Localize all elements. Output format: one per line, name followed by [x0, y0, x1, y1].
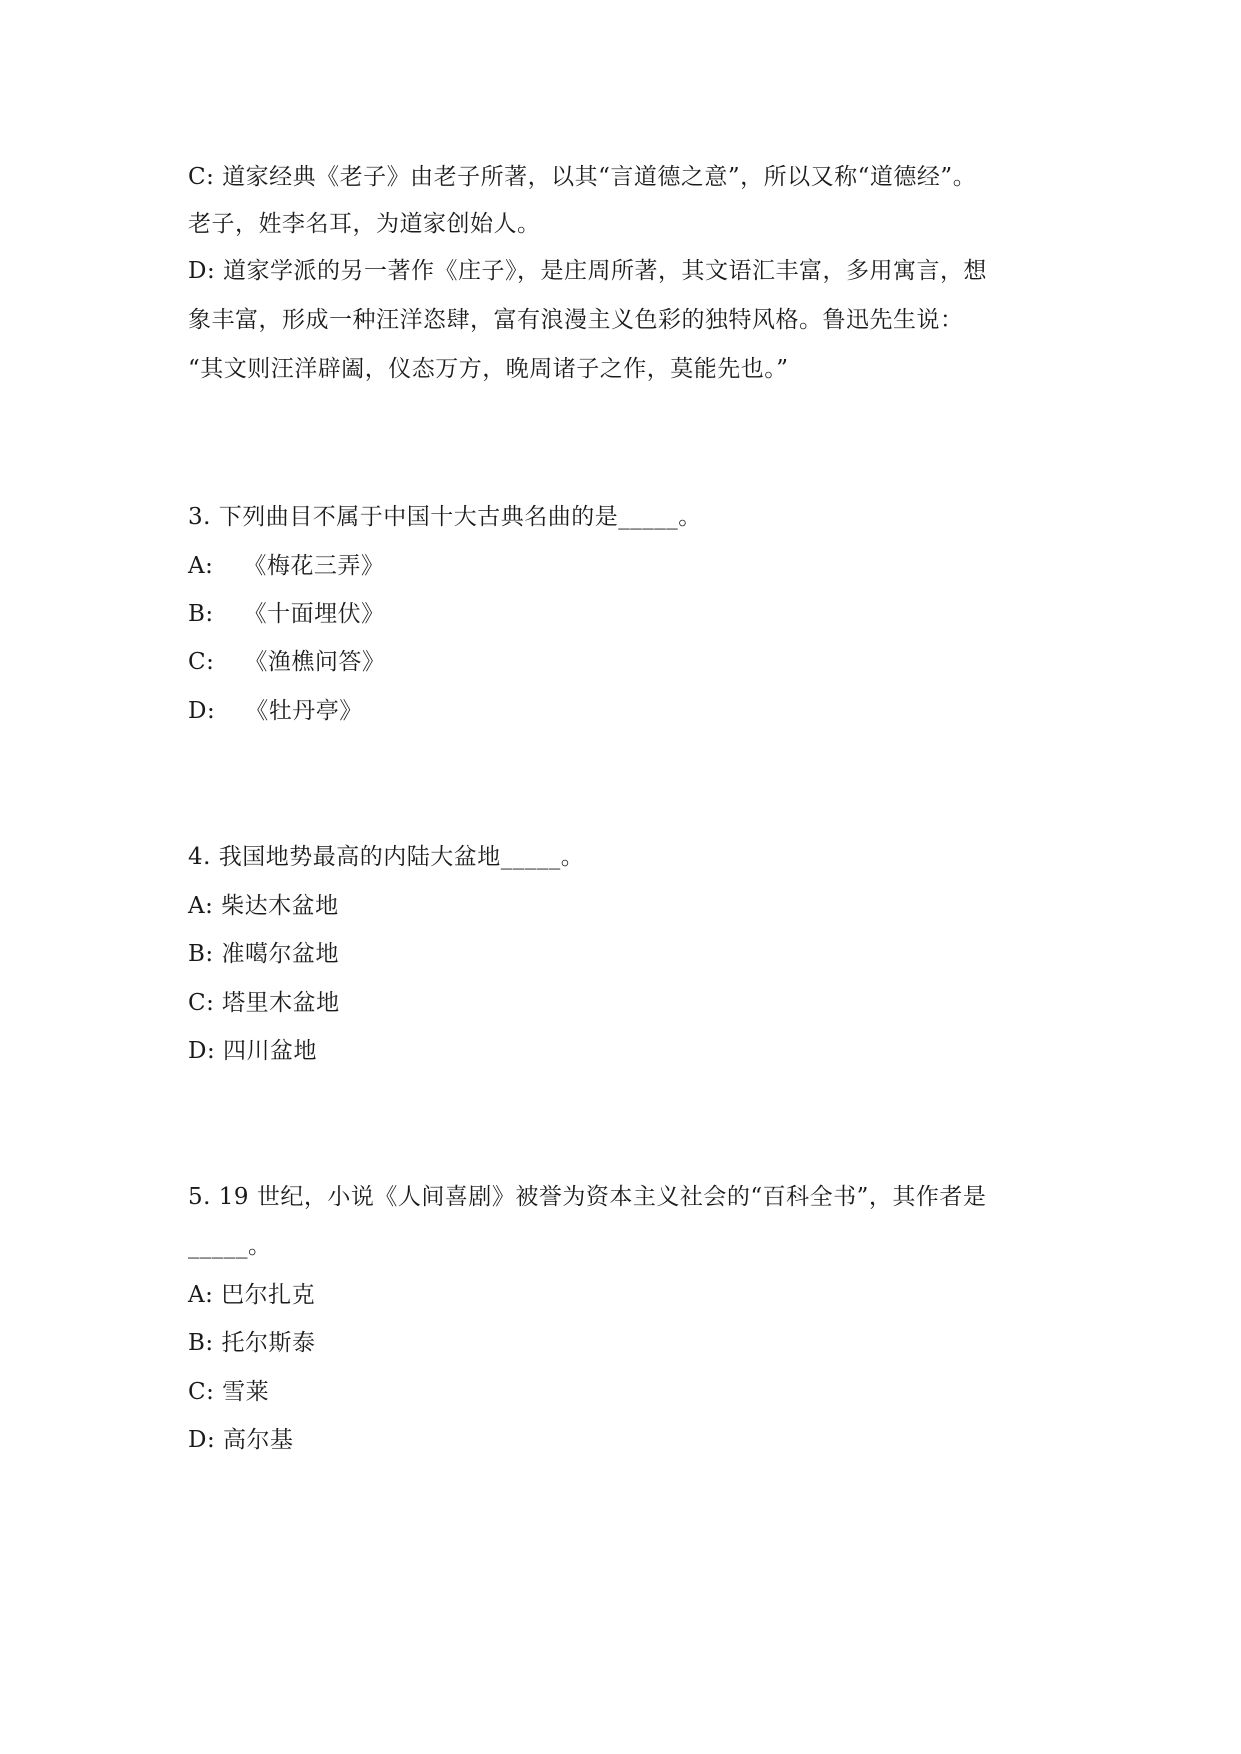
option-letter: C:	[188, 649, 215, 675]
question-3-option-d	[188, 697, 363, 725]
option-c-line-2: 老子，姓李名耳，为道家创始人。	[188, 211, 541, 237]
option-c-line-1: C: 道家经典《老子》由老子所著，以其“言道德之意”，所以又称“道德经”。	[188, 164, 977, 190]
question-5-option-a: A: 巴尔扎克	[188, 1282, 316, 1308]
option-letter: B:	[188, 601, 214, 627]
option-text: 《牡丹亭》	[245, 698, 363, 724]
question-4-stem: 4. 我国地势最高的内陆大盆地_____。	[188, 844, 585, 870]
option-d-line-3: “其文则汪洋辟阖，仪态万方，晚周诸子之作，莫能先也。”	[188, 356, 789, 382]
question-5-option-d: D: 高尔基	[188, 1427, 294, 1453]
option-text: 《渔樵问答》	[244, 649, 386, 675]
question-4-option-a: A: 柴达木盆地	[188, 893, 339, 919]
option-d-line-1: D: 道家学派的另一著作《庄子》，是庄周所著，其文语汇丰富，多用寓言，想	[188, 258, 988, 284]
question-5-option-c: C: 雪莱	[188, 1379, 270, 1405]
option-text: 《十面埋伏》	[243, 601, 385, 627]
question-3-option-c	[188, 648, 385, 676]
question-4-option-b: B: 准噶尔盆地	[188, 941, 339, 967]
option-letter: A:	[188, 553, 214, 579]
option-d-line-2: 象丰富，形成一种汪洋恣肆，富有浪漫主义色彩的独特风格。鲁迅先生说：	[188, 307, 964, 333]
question-3-option-b	[188, 600, 385, 628]
question-3-stem: 3. 下列曲目不属于中国十大古典名曲的是_____。	[188, 504, 702, 530]
question-5-stem-line-2: _____。	[188, 1233, 272, 1259]
question-5-option-b: B: 托尔斯泰	[188, 1330, 316, 1356]
question-4-option-c: C: 塔里木盆地	[188, 990, 340, 1016]
option-text: 《梅花三弄》	[243, 553, 385, 579]
question-3-option-a	[188, 552, 384, 580]
option-letter: D:	[188, 698, 216, 724]
question-4-option-d: D: 四川盆地	[188, 1038, 318, 1064]
question-5-stem-line-1: 5. 19 世纪，小说《人间喜剧》被誉为资本主义社会的“百科全书”，其作者是	[188, 1184, 987, 1210]
